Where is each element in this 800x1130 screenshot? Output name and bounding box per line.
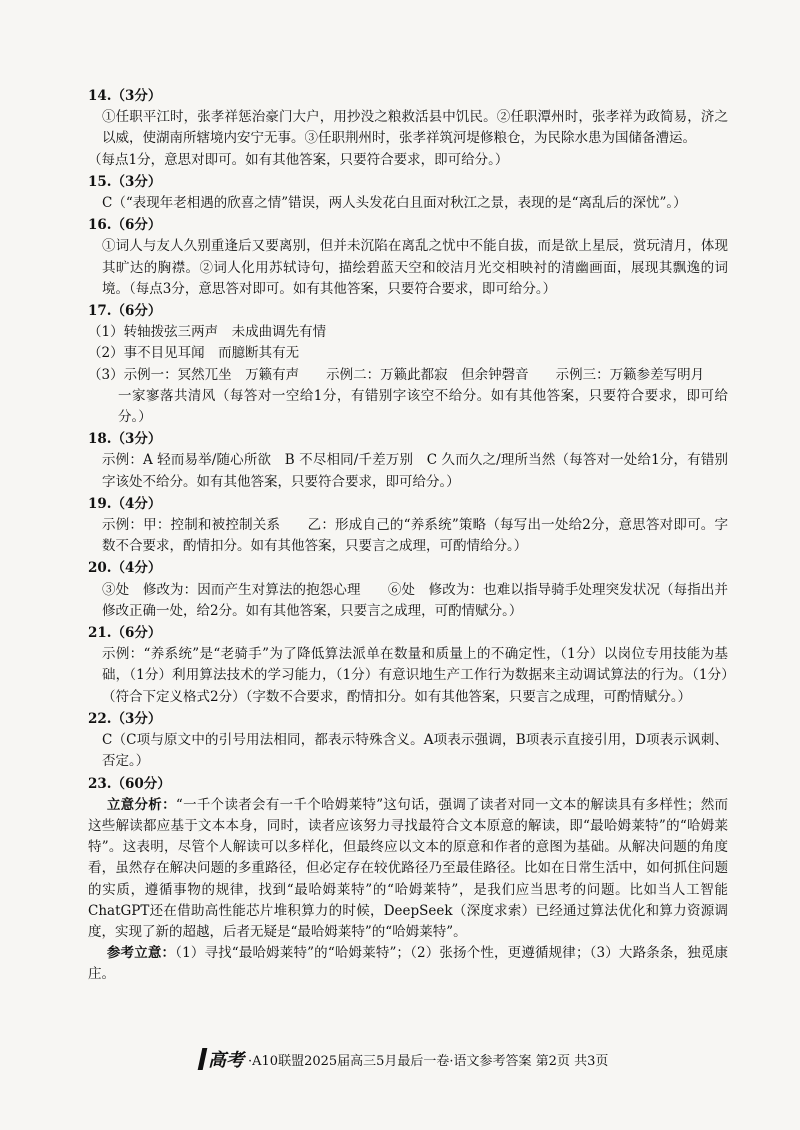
q17-item-3-examples: 示例一：冥然兀坐 万籁有声 示例二：万籁此都寂 但余钟磬音 示例三：万籁参差写明月 (123, 366, 705, 383)
q23-analysis-label: 立意分析： (106, 796, 176, 813)
q18-heading: 18.（3分） (88, 431, 162, 448)
q16-heading: 16.（6分） (88, 217, 162, 234)
q14-heading: 14.（3分） (88, 88, 162, 104)
q21-heading: 21.（6分） (88, 625, 162, 642)
q14-scoring: （每点1分，意思对即可。如有其他答案，只要符合要求，即可给分。） (88, 151, 509, 168)
logo-text: 高考 (208, 1050, 244, 1071)
logo-bar-icon (198, 1048, 208, 1070)
q23-analysis (88, 795, 728, 943)
q15-answer: C（“表现年老相遇的欣喜之情”错误，两人头发花白且面对秋江之景，表现的是“离乱后的深忧”。） (102, 195, 687, 212)
q19-heading: 19.（4分） (88, 495, 162, 512)
q19-answer: 示例：甲：控制和被控制关系 乙：形成自己的“养系统”策略（每写出一处给2分，意思答对即可。字数不合要求，酌情扣分。如有其他答案，只要言之成理，可酌情给分。） (102, 517, 728, 555)
q15-heading: 15.（3分） (88, 173, 162, 190)
q17-item-3-label: （3） (88, 366, 124, 383)
answer-content (88, 85, 728, 986)
brand-logo (200, 1046, 244, 1072)
q16-answer: ①词人与友人久别重逢后又要离别，但并未沉陷在离乱之忧中不能自拔，而是欲上星辰，赏玩清月，体现其旷达的胸襟。②词人化用苏轼诗句，描绘碧蓝天空和皎洁月光交相映衬的清幽画面，展现其飘逸的词境。（每点3分，意思答对即可。如有其他答案，只要符合要求，即可给分。） (102, 238, 728, 297)
footer-text: ·A10联盟2025届高三5月最后一卷·语文参考答案 第2页 共3页 (248, 1053, 609, 1069)
q23-analysis-body: “一千个读者会有一千个哈姆莱特”这句话，强调了读者对同一文本的解读具有多样性；然而这些解读都应基于文本本身，同时，读者应该努力寻找最符合文本原意的解读，即“最哈姆莱特”的“哈姆莱特”。这表明，尽管个人解读可以多样化，但最终应以文本的原意和作者的意图为基础。从解决问题的角度看，虽然存在解决问题的多重路径，但必定存在较优路径乃至最佳路径。比如在日常生活中，如何抓住问题的实质，遵循事物的规律，找到“最哈姆莱特”的“哈姆莱特”，是我们应当思考的问题。比如当人工智能ChatGPT还在借助高性能芯片堆积算力的时候，DeepSeek（深度求索）已经通过算法优化和算力资源调度，实现了新的超越，后者无疑是“最哈姆莱特”的“哈姆莱特”。 (88, 796, 728, 940)
q17-item-1: （1）转轴拨弦三两声 未成曲调先有情 (88, 324, 327, 341)
q17-item-3 (88, 365, 728, 386)
q20-heading: 20.（4分） (88, 560, 162, 577)
q17-item-2: （2）事不目见耳闻 而臆断其有无 (88, 345, 300, 362)
q22-heading: 22.（3分） (88, 710, 162, 727)
q18-answer: 示例：A 轻而易举/随心所欲 B 不尽相同/千差万别 C 久而久之/理所当然（每答对一处给1分，有错别字该处不给分。如有其他答案，只要符合要求，即可给分。） (102, 452, 728, 490)
q17-item-3-scoring: 一家寥落共清风（每答对一空给1分，有错别字该空不给分。如有其他答案，只要符合要求，即可给分。） (118, 387, 728, 426)
q17-heading: 17.（6分） (88, 303, 162, 320)
q14-answer: ①任职平江时，张孝祥惩治豪门大户，用抄没之粮救活县中饥民。②任职潭州时，张孝祥为政简易，济之以威，使湖南所辖境内安宁无事。③任职荆州时，张孝祥筑河堤修粮仓，为民除水患为国储备漕运。 (102, 109, 728, 147)
q23-reference-body: （1）寻找“最哈姆莱特”的“哈姆莱特”；（2）张扬个性，更遵循规律；（3）大路条条，独觅康庄。 (88, 945, 728, 983)
q23-reference-label: 参考立意： (106, 945, 176, 962)
q23-heading: 23.（60分） (88, 775, 171, 792)
page-footer (200, 1046, 620, 1072)
q20-answer: ③处 修改为：因而产生对算法的抱怨心理 ⑥处 修改为：也难以指导骑手处理突发状况（每指出并修改正确一处，给2分。如有其他答案，只要言之成理，可酌情赋分。） (102, 581, 728, 619)
q23-reference (88, 943, 728, 985)
q22-answer: C（C项与原文中的引号用法相同，都表示特殊含义。A项表示强调，B项表示直接引用，D项表示讽刺、否定。） (102, 732, 728, 770)
q21-answer: 示例：“养系统”是“老骑手”为了降低算法派单在数量和质量上的不确定性，（1分）以岗位专用技能为基础，（1分）利用算法技术的学习能力，（1分）有意识地生产工作行为数据来主动调试算法的行为。（1分）（符合下定义格式2分）（字数不合要求，酌情扣分。如有其他答案，只要言之成理，可酌情赋分。） (102, 646, 728, 705)
